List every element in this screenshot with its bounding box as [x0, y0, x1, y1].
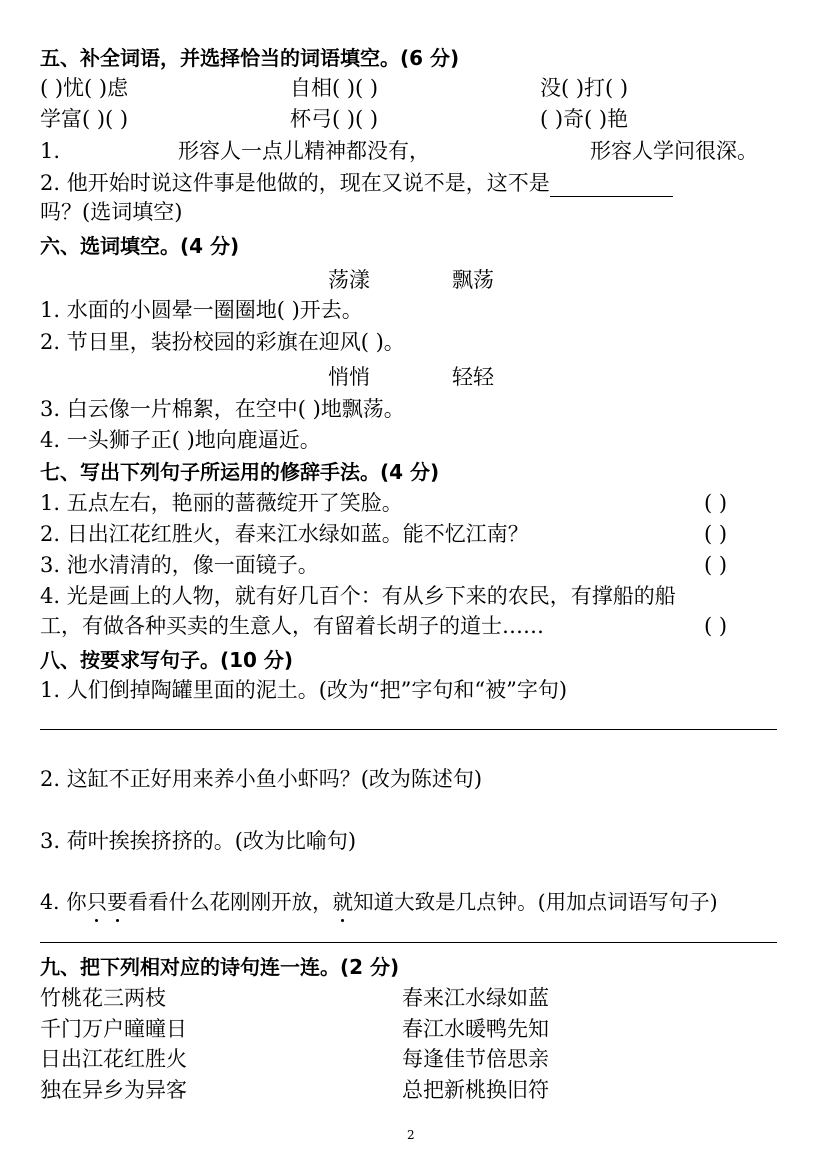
s8-q4-dot-char-1: 只	[86, 890, 108, 914]
s9-left-line-4[interactable]: 独在异乡为异客	[40, 1078, 187, 1102]
s5-row1-item-2: 自相( )( )	[290, 76, 379, 100]
page-number: 2	[407, 1128, 415, 1142]
s9-right-line-2[interactable]: 春江水暖鸭先知	[402, 1017, 549, 1041]
s5-question-2-tail: 吗？(选词填空)	[40, 200, 183, 224]
s8-question-4	[40, 888, 718, 916]
s5-question-2-text: 2. 他开始时说这件事是他做的，现在又说不是，这不是	[40, 171, 550, 195]
section-6-heading: 六、选词填空。(4 分)	[40, 234, 240, 258]
s7-question-3: 3. 池水清清的，像一面镜子。	[40, 553, 319, 577]
s8-question-4-text-b: 看看什么花刚刚开放，	[127, 890, 333, 914]
s5-row1-item-3: 没( )打( )	[540, 76, 629, 100]
s6-choice-2: 飘荡	[452, 268, 494, 292]
s7-question-4-line-1: 4. 光是画上的人物，就有好几百个：有从乡下来的农民，有撑船的船	[40, 584, 676, 608]
section-9-heading: 九、把下列相对应的诗句连一连。(2 分)	[40, 955, 400, 979]
s6-choice-1: 荡漾	[328, 268, 370, 292]
s7-answer-1[interactable]: ( )	[704, 491, 728, 515]
s9-right-line-4[interactable]: 总把新桃换旧符	[402, 1078, 549, 1102]
s6-choice-4: 轻轻	[452, 365, 494, 389]
section-8-heading: 八、按要求写句子。(10 分)	[40, 648, 294, 672]
s5-question-1-number: 1.	[40, 139, 61, 163]
s6-question-4: 4. 一头狮子正( )地向鹿逼近。	[40, 428, 321, 452]
s5-question-1-text-a: 形容人一点儿精神都没有，	[178, 139, 430, 163]
s9-left-line-3[interactable]: 日出江花红胜火	[40, 1047, 187, 1071]
s8-question-4-dotted-word-2: 就	[332, 890, 354, 914]
s8-q4-dot-char-2: 要	[107, 890, 128, 914]
s6-choice-3: 悄悄	[328, 365, 370, 389]
s9-left-line-2[interactable]: 千门万户曈曈日	[40, 1017, 187, 1041]
s8-answer-line-4[interactable]	[40, 942, 777, 943]
s9-right-line-1[interactable]: 春来江水绿如蓝	[402, 986, 549, 1010]
s7-answer-2[interactable]: ( )	[704, 522, 728, 546]
s5-question-2	[40, 169, 673, 197]
s7-answer-3[interactable]: ( )	[704, 553, 728, 577]
s7-answer-4[interactable]: ( )	[704, 614, 728, 638]
s7-question-2: 2. 日出江花红胜火，春来江水绿如蓝。能不忆江南？	[40, 522, 529, 546]
s8-question-3: 3. 荷叶挨挨挤挤的。(改为比喻句)	[40, 829, 357, 853]
section-7-heading: 七、写出下列句子所运用的修辞手法。(4 分)	[40, 460, 440, 484]
s5-question-1-text-b: 形容人学问很深。	[590, 139, 758, 163]
s9-left-line-1[interactable]: 竹桃花三两枝	[40, 986, 166, 1010]
s6-question-2: 2. 节日里，装扮校园的彩旗在迎风( )。	[40, 330, 405, 354]
s8-question-1: 1. 人们倒掉陶罐里面的泥土。(改为“把”字句和“被”字句)	[40, 678, 568, 702]
s5-row2-item-2: 杯弓( )( )	[290, 107, 379, 131]
s7-question-4-line-2: 工，有做各种买卖的生意人，有留着长胡子的道士……	[40, 614, 544, 638]
s6-question-3: 3. 白云像一片棉絮，在空中( )地飘荡。	[40, 397, 405, 421]
s8-question-2: 2. 这缸不正好用来养小鱼小虾吗？(改为陈述句)	[40, 767, 483, 791]
s5-row1-item-1: ( )忧( )虑	[40, 76, 129, 100]
s8-answer-line-1[interactable]	[40, 729, 777, 730]
s6-question-1: 1. 水面的小圆晕一圈圈地( )开去。	[40, 298, 363, 322]
s5-question-2-blank[interactable]	[550, 174, 673, 197]
s9-right-line-3[interactable]: 每逢佳节倍思亲	[402, 1047, 549, 1071]
s8-question-4-text-c: 知道大致是几点钟。(用加点词语写句子)	[353, 890, 718, 914]
s8-question-4-text-a: 4. 你	[40, 890, 87, 914]
s5-row2-item-1: 学富( )( )	[40, 107, 129, 131]
s7-question-1: 1. 五点左右，艳丽的蔷薇绽开了笑脸。	[40, 491, 403, 515]
s5-row2-item-3: ( )奇( )艳	[540, 107, 629, 131]
s8-question-4-dotted-word-1	[87, 890, 128, 914]
section-5-heading: 五、补全词语，并选择恰当的词语填空。(6 分)	[40, 46, 460, 70]
